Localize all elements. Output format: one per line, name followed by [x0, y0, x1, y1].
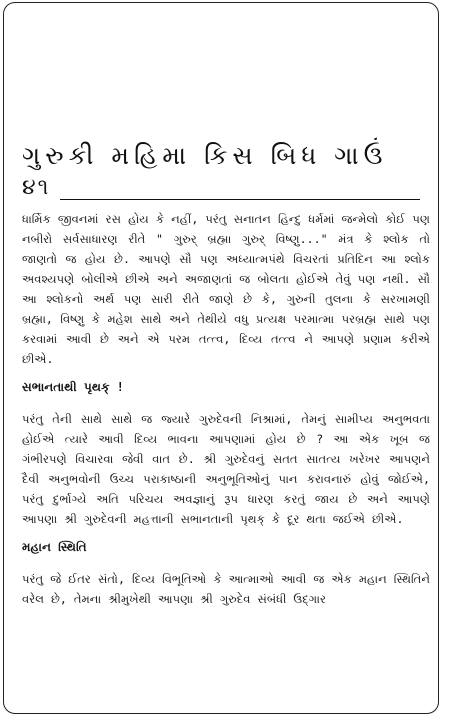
chapter-title: ગુરુકી મહિમા કિસ બિધ ગાઉં: [22, 141, 388, 170]
paragraph-awareness: પરંતુ તેની સાથે સાથે જ જ્યારે ગુરુદેવની નિશ્રામાં, તેમનું સામીપ્ય અનુભવતા હોઈએ ત્યારે આવી દિવ્ય ભાવના આપણામાં હોય છે ? આ એક ખૂબ જ ગંભીરપણે વિચારવા જેવી વાત છે. શ્રી ગુરુદેવનું સતત સાતત્ય ખરેખર આપણને દૈવી અનુભવોની ઉચ્ચ પરાકાષ્ઠાની અનુભૂતિઓનું પાન કરાવનારું હોવું જોઈએ, પરંતુ દુર્ભાગ્યે અતિ પરિચય અવજ્ઞાનું રૂપ ધારણ કરતું જાય છે અને આપણે આપણા શ્રી ગુરુદેવની મહત્તાની સભાનતાની પૃથક્ કે દૂર થતા જઈએ છીએ.: [22, 412, 430, 526]
section-heading-great-state: મહાન સ્થિતિ: [22, 540, 87, 554]
paragraph-great-state: પરંતુ જે ઈતર સંતો, દિવ્ય વિભૂતિઓ કે આત્માઓ આવી જ એક મહાન સ્થિતિને વરેલ છે, તેમના શ્રીમુખેથી આપણા શ્રી ગુરુદેવ સંબંધી ઉદ્ગાર: [22, 572, 430, 606]
intro-paragraph: ધાર્મિક જીવનમાં રસ હોય કે નહીં, પરંતુ સનાતન હિન્દુ ધર્મમાં જન્મેલો કોઈ પણ નબીરો સર્વસાધારણ રીતે " ગુરુર્ બ્રહ્મા ગુરુર્ વિષ્ણુ..." મંત્ર કે શ્લોક તો જાણતો જ હોય છે. આપણે સૌ પણ અધ્યાત્મપંથે વિચરતાં પ્રતિદિન આ શ્લોક અવશ્યપણે બોલીએ છીએ અને અજાણતાં જ બોલતા હોઈએ તેવું પણ નથી. સૌ આ શ્લોકનો અર્થ પણ સારી રીતે જાણે છે કે, ગુરુની તુલના કે સરખામણી બ્રહ્મા, વિષ્ણુ કે મહેશ સાથે અને તેથીયે વધુ પ્રત્યક્ષ પરમાત્મા પરબ્રહ્મ સાથે પણ કરવામાં આવી છે અને એ પરમ તત્ત્વ, દિવ્ય તત્ત્વ ને આપણે પ્રણામ કરીએ છીએ.: [22, 212, 430, 366]
chapter-title-underline: [60, 199, 420, 200]
chapter-number: ૪૧: [22, 175, 51, 200]
section-heading-awareness: સભાનતાથી પૃથક્ !: [22, 380, 124, 394]
chapter-number-row: [22, 175, 422, 205]
page-frame: [3, 2, 439, 714]
body-text: [22, 209, 430, 617]
